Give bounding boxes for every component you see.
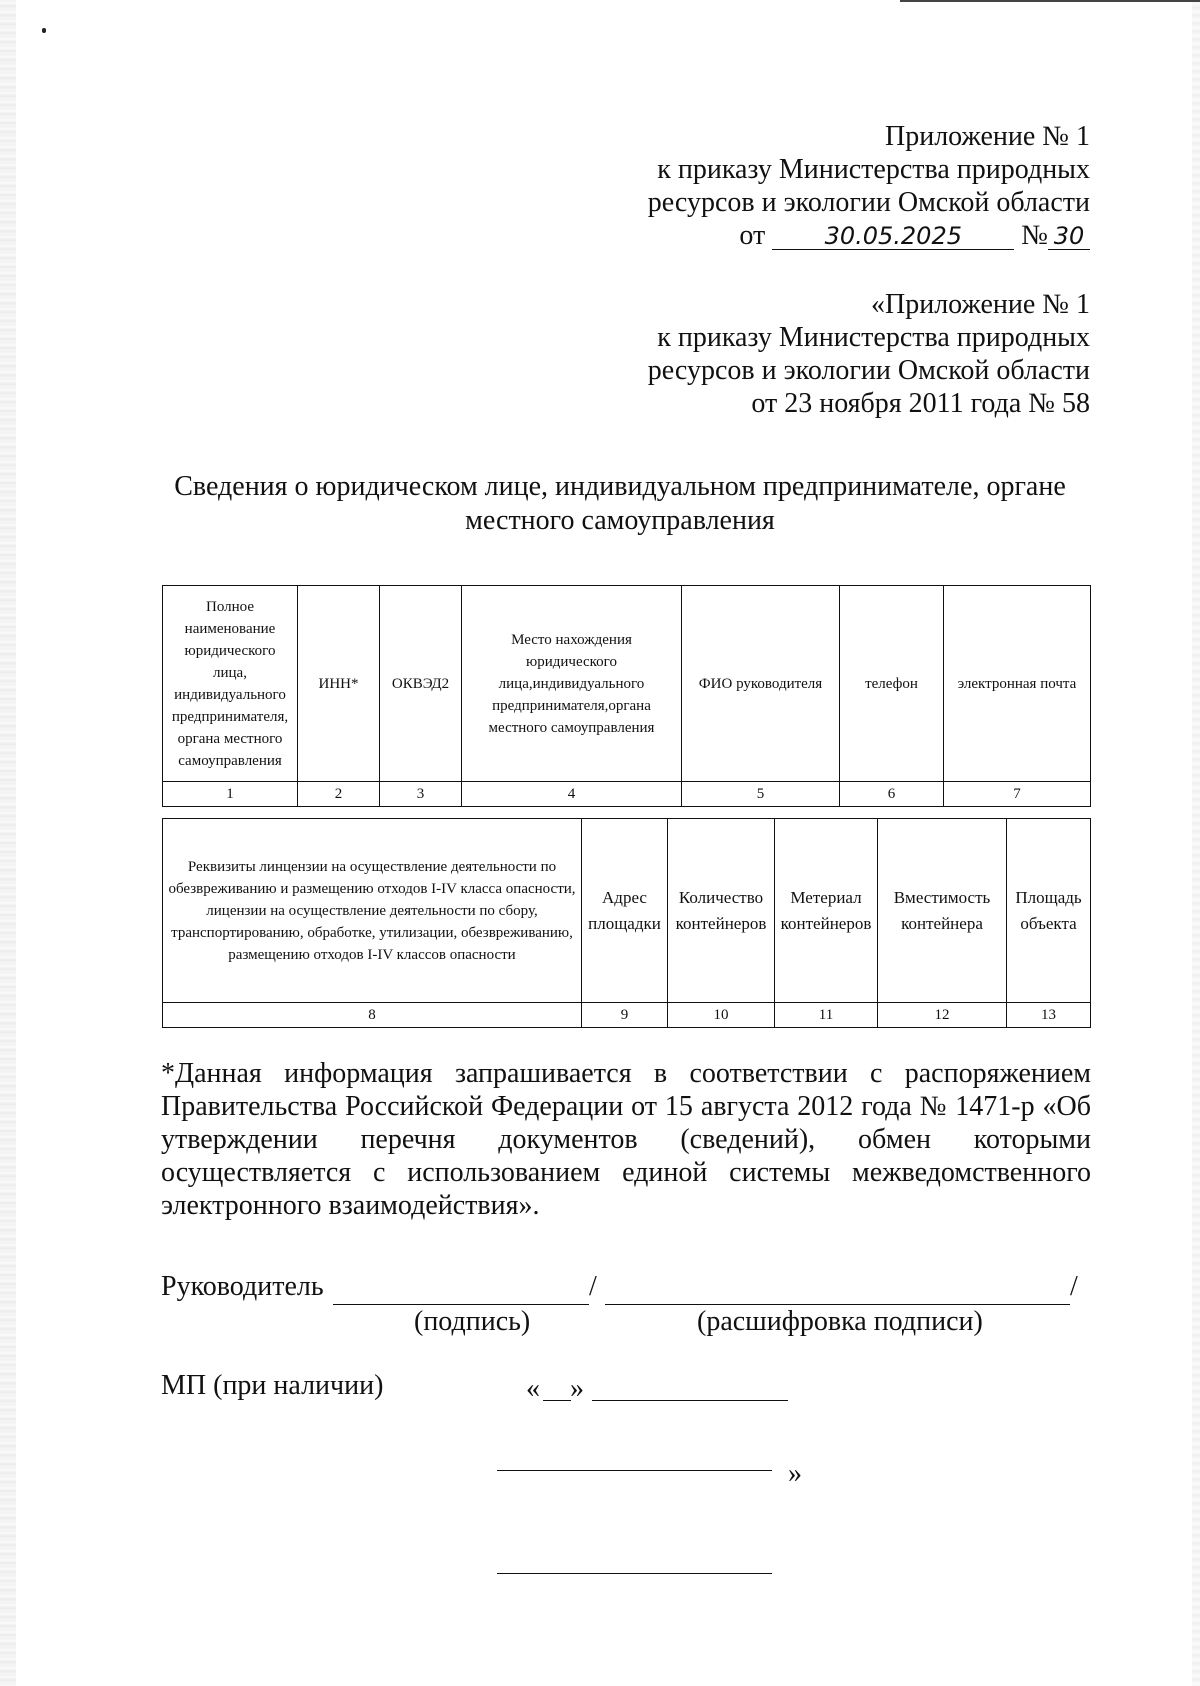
col-number: 1 <box>163 782 298 807</box>
signature-line <box>333 1304 589 1305</box>
separator-slash: / <box>589 1271 597 1302</box>
document-title <box>150 470 1090 538</box>
col-header-location: Место нахождения юридического лица,индивидуального предпринимателя,органа местного самоуправления <box>462 586 682 782</box>
appendix-header-original <box>530 288 1090 420</box>
original-header-line4: от 23 ноября 2011 года № 58 <box>751 388 1090 419</box>
appendix-header-date-line <box>530 219 1090 252</box>
col-number: 7 <box>944 782 1091 807</box>
appendix-header-current <box>530 120 1090 252</box>
original-header-line1: «Приложение № 1 <box>871 289 1090 320</box>
col-number: 4 <box>462 782 682 807</box>
col-number: 5 <box>682 782 840 807</box>
closing-quote: » <box>788 1458 802 1489</box>
signature-caption: (подпись) <box>414 1306 531 1337</box>
col-header-email: электронная почта <box>944 586 1091 782</box>
col-number: 6 <box>840 782 944 807</box>
table-number-row <box>163 782 1091 807</box>
col-header-site-address: Адрес площадки <box>582 819 668 1003</box>
date-prefix: от <box>739 220 766 251</box>
col-header-full-name: Полное наименование юридического лица, индивидуального предпринимателя, органа местного самоуправления <box>163 586 298 782</box>
appendix-header-line2: к приказу Министерства природных <box>657 154 1090 185</box>
col-header-okved2: ОКВЭД2 <box>380 586 462 782</box>
col-number: 8 <box>163 1003 582 1028</box>
table-number-row <box>163 1003 1091 1028</box>
col-number: 11 <box>775 1003 878 1028</box>
col-header-director-name: ФИО руководителя <box>682 586 840 782</box>
handwritten-number: 30 <box>1048 223 1090 250</box>
blank-line <box>497 1573 772 1574</box>
appendix-header-line3: ресурсов и экологии Омской области <box>647 187 1090 218</box>
col-header-container-count: Количество контейнеров <box>668 819 775 1003</box>
col-number: 2 <box>298 782 380 807</box>
scan-edge-left <box>0 0 16 1686</box>
blank-line <box>497 1470 772 1471</box>
scan-top-rule <box>900 0 1200 2</box>
col-number: 12 <box>878 1003 1007 1028</box>
original-header-line3: ресурсов и экологии Омской области <box>647 355 1090 386</box>
col-number: 10 <box>668 1003 775 1028</box>
scan-edge-right <box>1192 0 1200 1686</box>
number-prefix: № <box>1021 220 1048 251</box>
col-number: 9 <box>582 1003 668 1028</box>
original-header-line2: к приказу Министерства природных <box>657 322 1090 353</box>
col-header-object-area: Площадь объекта <box>1007 819 1091 1003</box>
table-header-row <box>163 819 1091 1003</box>
scan-speck <box>42 28 46 33</box>
stamp-label: МП (при наличии) <box>161 1370 384 1401</box>
col-header-container-capacity: Вместимость контейнера <box>878 819 1007 1003</box>
col-number: 3 <box>380 782 462 807</box>
head-label: Руководитель <box>161 1271 324 1302</box>
col-header-container-material: Метериал контейнеров <box>775 819 878 1003</box>
table-header-row <box>163 586 1091 782</box>
separator-slash: / <box>1070 1271 1078 1302</box>
entity-info-table <box>162 585 1091 807</box>
date-month-line <box>592 1400 788 1401</box>
col-header-phone: телефон <box>840 586 944 782</box>
date-close-quote: » <box>570 1373 584 1404</box>
license-info-table <box>162 818 1091 1028</box>
document-title-line2: местного самоуправления <box>465 505 775 536</box>
date-day-line <box>543 1400 571 1401</box>
col-header-inn: ИНН* <box>298 586 380 782</box>
date-open-quote: « <box>526 1373 540 1404</box>
document-title-line1: Сведения о юридическом лице, индивидуальном предпринимателе, органе <box>174 471 1066 502</box>
footnote-text: *Данная информация запрашивается в соответствии с распоряжением Правительства Российской Федерации от 15 августа 2012 года № 1471-р «Об утверждении перечня документов (сведений), обмен которыми осуществляется с использованием единой системы межведомственного электронного взаимодействия». <box>161 1058 1091 1221</box>
handwritten-date: 30.05.2025 <box>772 223 1014 250</box>
col-header-license-details: Реквизиты линцензии на осуществление деятельности по обезвреживанию и размещению отходов I-IV класса опасности, лицензии на осуществление деятельности по сбору, транспортированию, обработке, утилизации, обезвреживанию, размещению отходов I-IV классов опасности <box>163 819 582 1003</box>
signature-decode-line <box>605 1304 1070 1305</box>
appendix-header-line1: Приложение № 1 <box>885 121 1090 152</box>
signature-decode-caption: (расшифровка подписи) <box>697 1306 983 1337</box>
col-number: 13 <box>1007 1003 1091 1028</box>
